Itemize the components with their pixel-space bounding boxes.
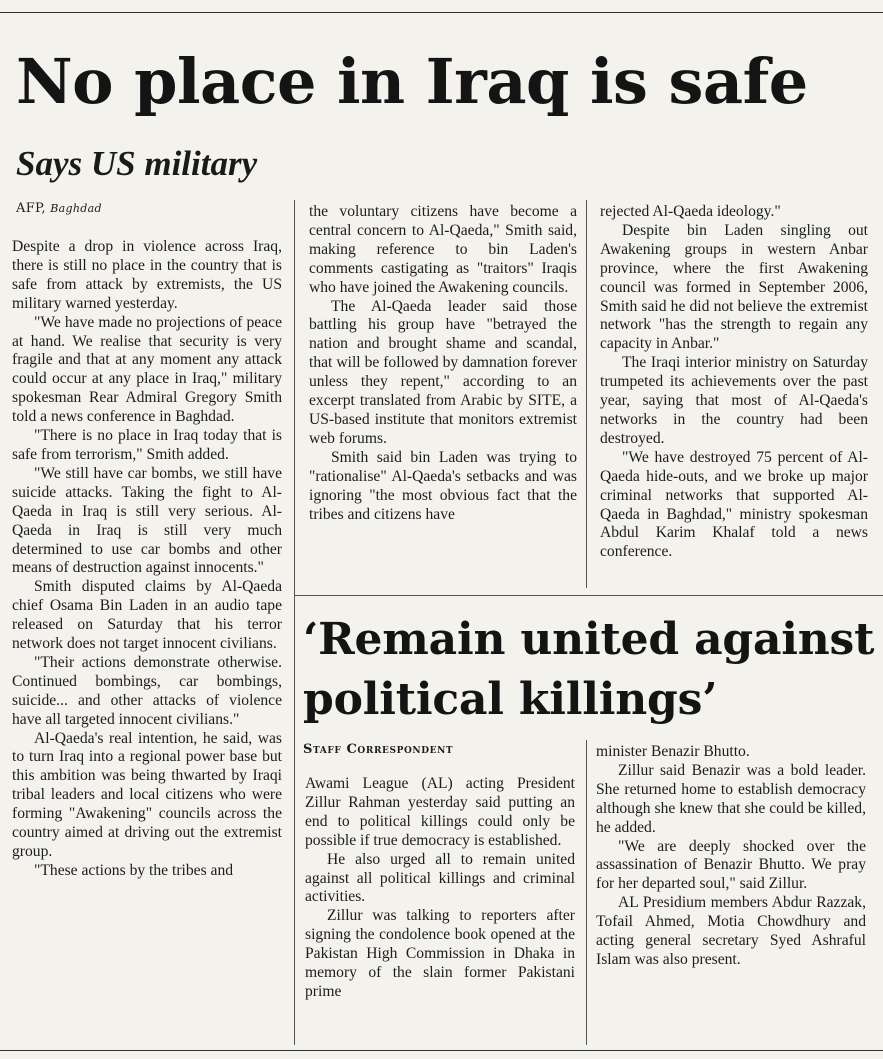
paragraph: "We have made no projections of peace at hand. We realise that security is very fragile and that at any moment any attack could occur at any place in Iraq," military spokesman Rear Admiral Gregory Smith told a news conference in Baghdad. [12, 313, 282, 426]
paragraph: Despite a drop in violence across Iraq, there is still no place in the country that is safe from attack by extremists, the US military warned yesterday. [12, 238, 282, 312]
headline-line-2: political killings’ [303, 674, 718, 725]
paragraph: Smith disputed claims by Al-Qaeda chief Osama Bin Laden in an audio tape released on Saturday that his terror network does not target innocent civilians. [12, 578, 282, 653]
paragraph: "We still have car bombs, we still have suicide attacks. Taking the fight to Al-Qaeda in Iraq is still very serious. Al-Qaeda in Iraq is still very much determined to use car bombs and other means of destruction against innocents." [12, 464, 282, 577]
byline-afp [16, 199, 102, 219]
headline-line-1: ‘Remain united against [303, 614, 875, 665]
paragraph: He also urged all to remain united against all political killings and criminal activities. [305, 850, 575, 906]
bottom-rule [0, 1050, 883, 1051]
paragraph: minister Benazir Bhutto. [596, 743, 750, 760]
paragraph: "There is no place in Iraq today that is safe from terrorism," Smith added. [12, 427, 282, 463]
top-rule [0, 12, 883, 13]
byline-agency: AFP, [16, 201, 46, 216]
paragraph: Despite bin Laden singling out Awakening groups in western Anbar province, where the first Awakening council was formed in September 2006, Smith said he did not believe the extremist network "has the strength to regain any capacity in Anbar." [600, 221, 868, 353]
paragraph: Smith said bin Laden was trying to "rationalise" Al-Qaeda's setbacks and was ignoring "the most obvious fact that the tribes and citizens have [309, 448, 577, 523]
iraq-column-1 [12, 238, 282, 1038]
byline-place: Baghdad [50, 202, 102, 215]
headline-political-killings [303, 610, 874, 730]
paragraph: Zillur said Benazir was a bold leader. She returned home to establish democracy although she knew that she could be killed, he added. [596, 761, 866, 836]
paragraph: Al-Qaeda's real intention, he said, was to turn Iraq into a regional power base but this ambition was being thwarted by Iraqi tribal leaders and local citizens who were forming "Awakening" councils across the country aimed at driving out the extremist group. [12, 729, 282, 860]
paragraph: rejected Al-Qaeda ideology." [600, 203, 781, 220]
subheadline-iraq: Says US military [16, 144, 258, 183]
paragraph: the voluntary citizens have become a central concern to Al-Qaeda," Smith said, making reference to bin Laden's comments castigating as "traitors" Iraqis who have joined the Awakening councils. [309, 203, 577, 296]
column-divider [586, 740, 587, 1045]
paragraph: "Their actions demonstrate otherwise. Continued bombings, car bombings, suicide... and other attacks of violence have all targeted innocent civilians." [12, 653, 282, 728]
political-column-1 [305, 775, 575, 1035]
paragraph: The Al-Qaeda leader said those battling his group have "betrayed the nation and brought shame and scandal, that will be followed by damnation forever unless they repent," according to an excerpt translated from Arabic by SITE, a US-based institute that monitors extremist web forums. [309, 297, 577, 447]
story-separator-rule [294, 595, 883, 596]
paragraph: Awami League (AL) acting President Zillur Rahman yesterday said putting an end to political killings could only be possible if true democracy is established. [305, 775, 575, 849]
paragraph: Zillur was talking to reporters after signing the condolence book opened at the Pakistan High Commission in Dhaka in memory of the slain former Pakistani prime [305, 907, 575, 1000]
column-divider [294, 200, 295, 1045]
paragraph: "We have destroyed 75 percent of Al-Qaeda hide-outs, and we broke up major criminal networks that supported Al-Qaeda in Baghdad," ministry spokesman Abdul Karim Khalaf told a news conference. [600, 448, 868, 561]
paragraph: The Iraqi interior ministry on Saturday trumpeted its achievements over the past year, saying that most of Al-Qaeda's networks in the country had been destroyed. [600, 354, 868, 447]
headline-iraq: No place in Iraq is safe [16, 45, 808, 118]
byline-staff-correspondent: Staff Correspondent [303, 742, 454, 757]
paragraph: "We are deeply shocked over the assassination of Benazir Bhutto. We pray for her departed soul," said Zillur. [596, 837, 866, 893]
political-column-2 [596, 743, 866, 1035]
iraq-column-2 [309, 203, 577, 583]
iraq-column-3 [600, 203, 868, 583]
column-divider [586, 200, 587, 588]
paragraph: AL Presidium members Abdur Razzak, Tofail Ahmed, Motia Chowdhury and acting general secretary Syed Ashraful Islam was also present. [596, 894, 866, 968]
paragraph: "These actions by the tribes and [34, 861, 234, 879]
